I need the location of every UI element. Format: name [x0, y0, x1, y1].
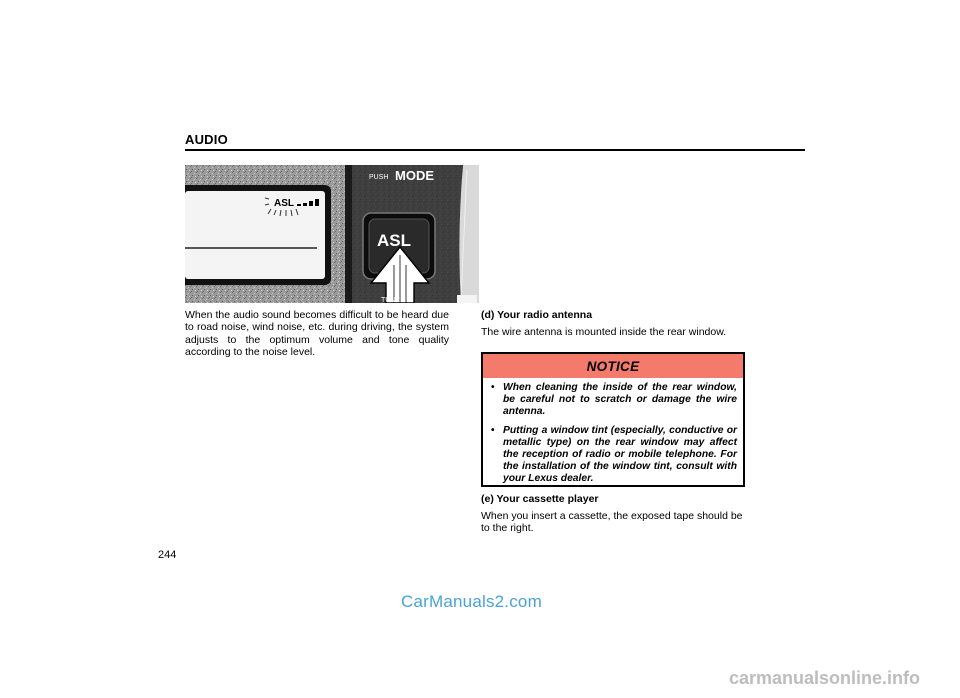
watermark-link[interactable]: CarManuals2.com: [401, 592, 542, 611]
asl-button-figure: [185, 165, 479, 303]
panel-divider: [345, 165, 352, 303]
page-number: 244: [158, 549, 177, 561]
notice-item: [491, 425, 737, 486]
notice-header: [483, 354, 743, 378]
bullet-icon: •: [491, 424, 495, 436]
bullet-icon: •: [491, 382, 495, 393]
panel-edge: [459, 165, 479, 303]
notice-title: NOTICE: [586, 358, 640, 374]
notice-item-text: Putting a window tint (especially, conductive or metallic type) on the rear window may affect the reception of radio or mobile telephone. For the installation of the window tint, consult with your Lexus dealer.: [503, 424, 737, 485]
figure-tag: [457, 295, 477, 303]
header-divider: [185, 149, 805, 151]
asl-figure-illustration: [185, 165, 479, 303]
section-e-title: (e) Your cassette player: [481, 493, 599, 505]
asl-description: When the audio sound becomes difficult to be heard due to road noise, wind noise, etc. during driving, the system adjusts to the optimum volume and tone quality according to the noise level.: [185, 309, 449, 359]
asl-button-label: ASL: [377, 231, 411, 250]
watermark-footer: carmanualsonline.info: [729, 668, 921, 688]
notice-box: [481, 352, 745, 487]
section-e-text: When you insert a cassette, the exposed tape should be to the right.: [481, 510, 743, 535]
notice-item-text: When cleaning the inside of the rear window, be careful not to scratch or damage the wire antenna.: [503, 382, 737, 418]
notice-item: [491, 382, 737, 419]
mode-label: MODE: [395, 168, 434, 183]
display-asl-label: ASL: [274, 198, 294, 209]
section-d-title: (d) Your radio antenna: [481, 309, 593, 321]
section-d-text: The wire antenna is mounted inside the rear window.: [481, 326, 727, 338]
notice-list: [491, 382, 737, 492]
push-label: PUSH: [369, 174, 389, 181]
tune-label: TUNE: [381, 297, 401, 303]
section-header-title: AUDIO: [185, 132, 228, 147]
